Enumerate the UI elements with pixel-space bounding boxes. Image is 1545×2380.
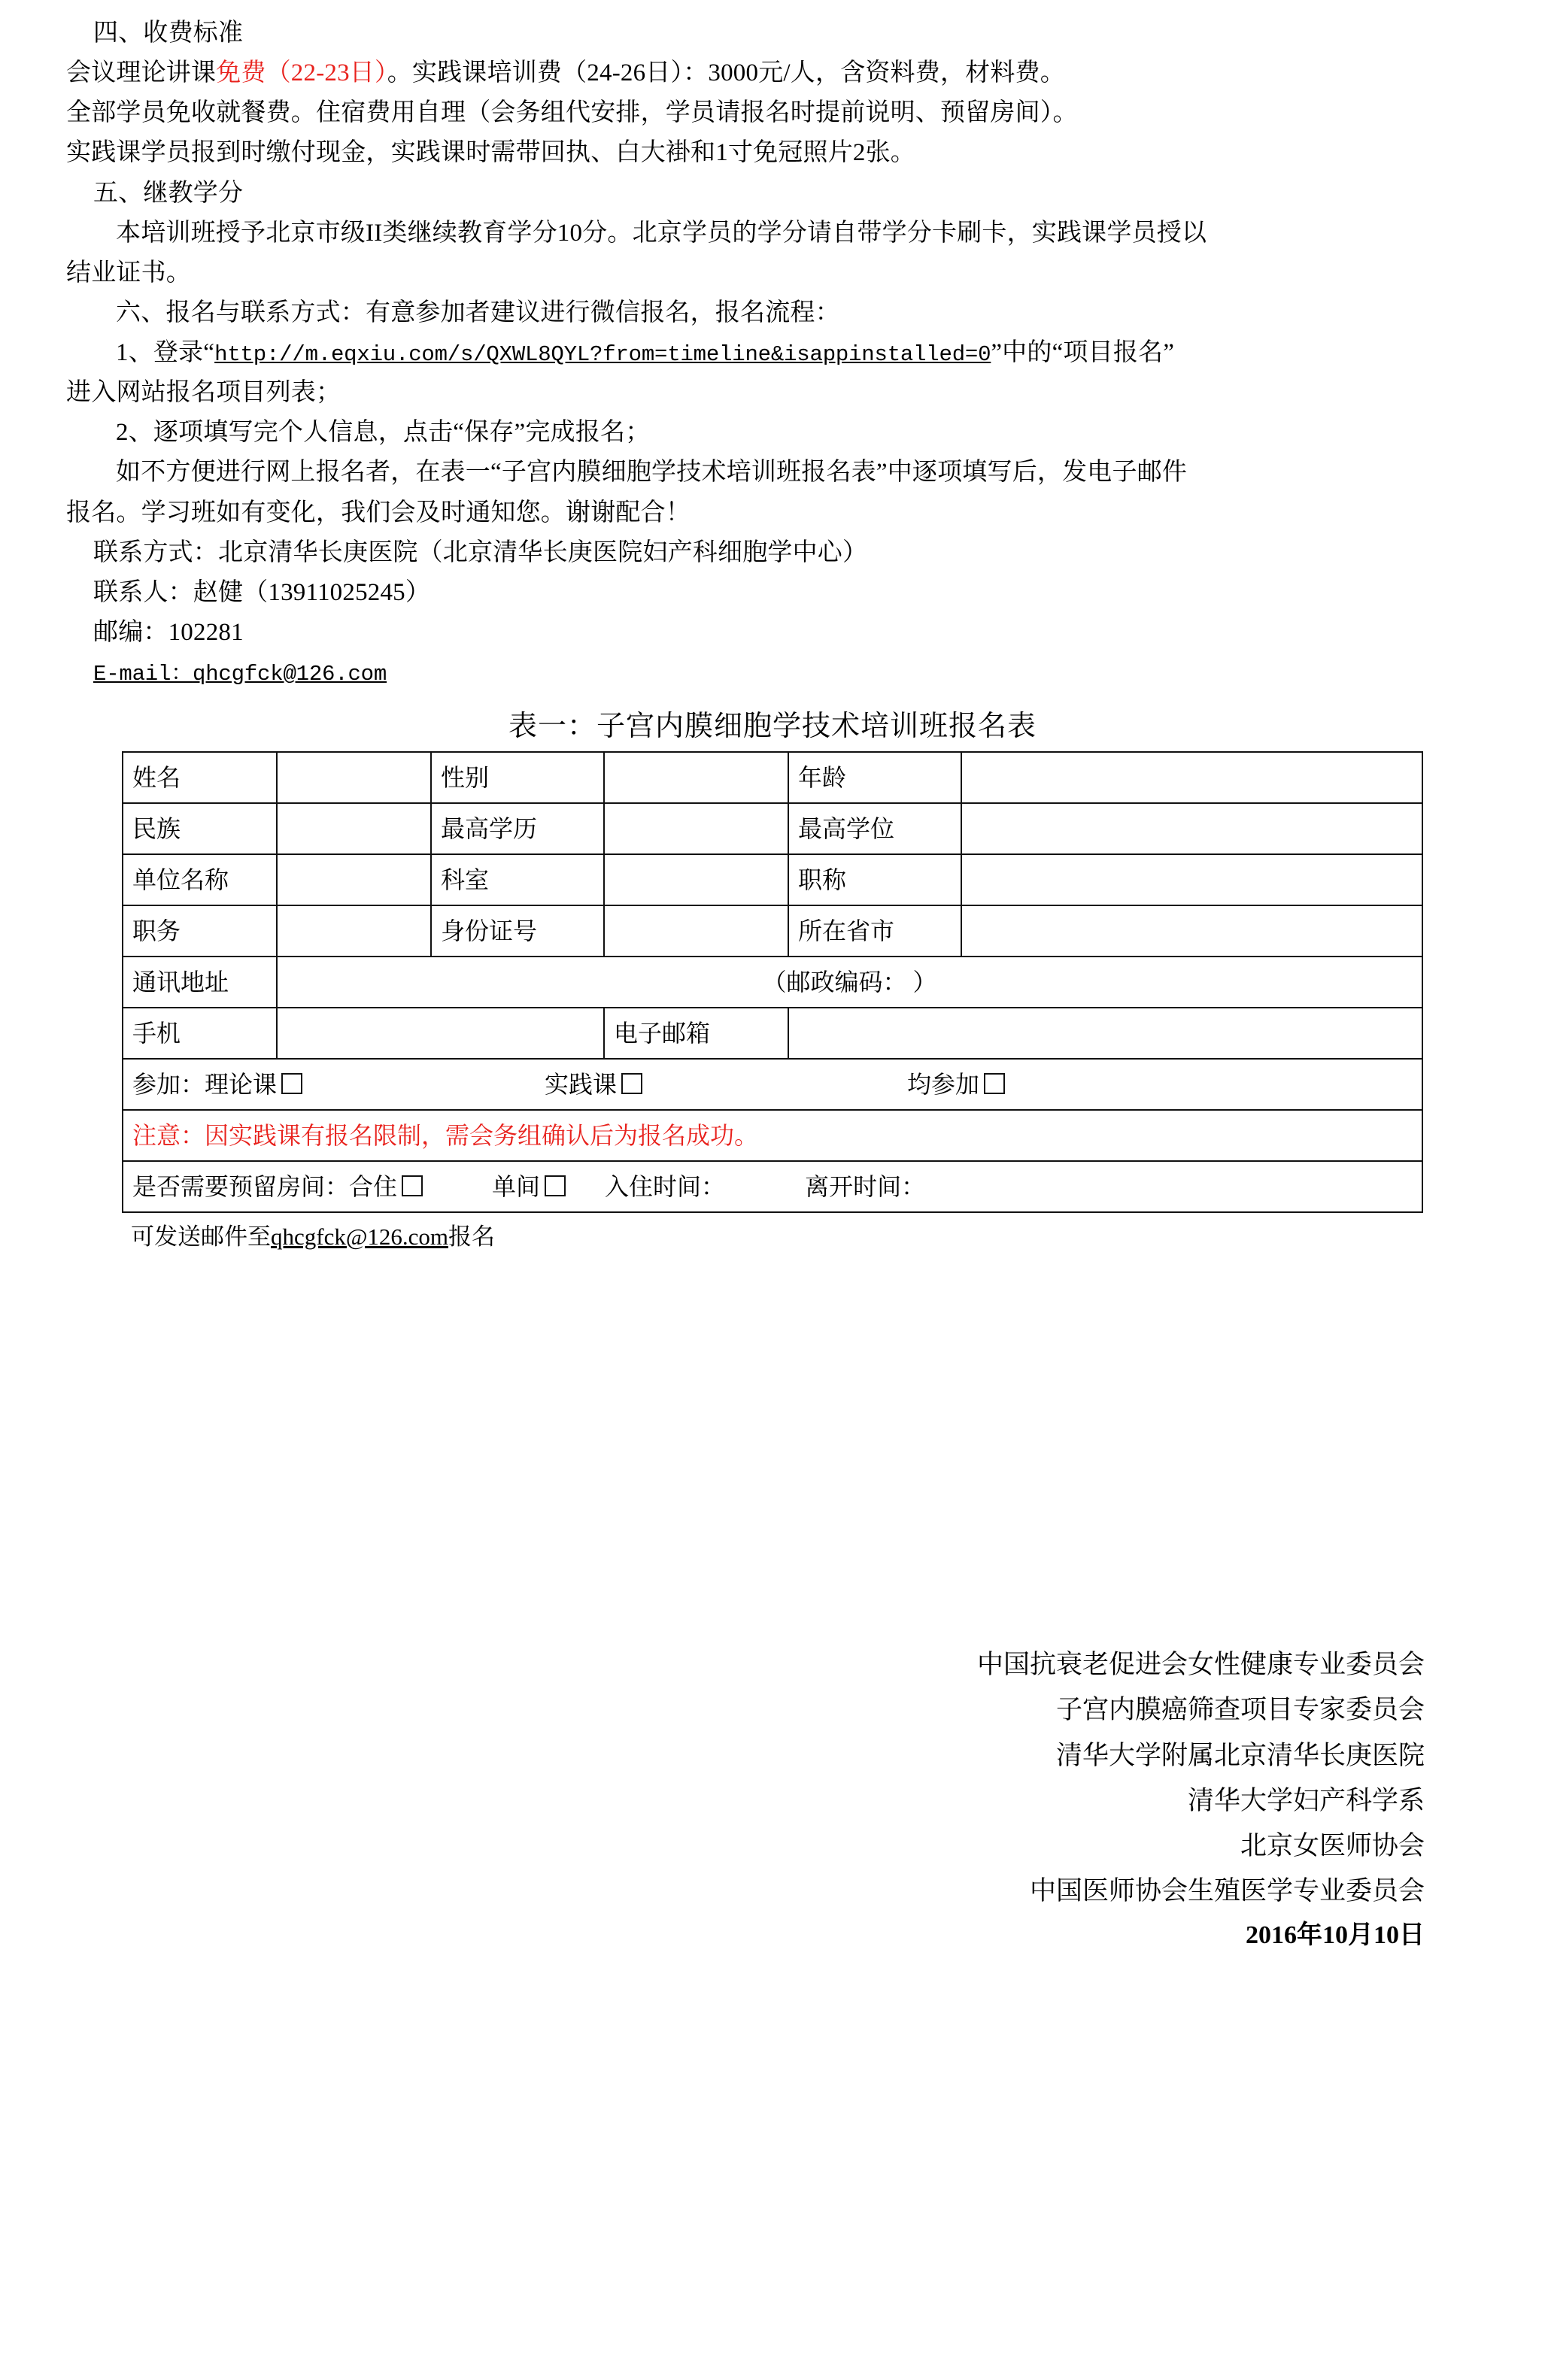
contact-person-text: 联系人：赵健（13911025245） — [93, 578, 431, 606]
table-row — [123, 1110, 1422, 1161]
contact-email-label: E-mail： — [93, 662, 193, 687]
fees-line-2 — [66, 93, 1462, 132]
registration-step-1-post: ”中的“项目报名” — [991, 339, 1175, 366]
registration-alt-line-1-text: 如不方便进行网上报名者，在表一“子宫内膜细胞学技术培训班报名表”中逐项填写后，发电子邮件 — [116, 459, 1188, 487]
attendance-row — [123, 1059, 1422, 1110]
signature-block — [0, 1642, 1545, 1958]
signature-line: 清华大学附属北京清华长庚医院 — [1055, 1740, 1425, 1770]
email-note-address[interactable]: qhcgfck@126.com — [271, 1223, 449, 1251]
registration-alt-line-2-text: 报名。学习班如有变化，我们会及时通知您。谢谢配合！ — [66, 499, 691, 526]
section-heading-fees-text: 四、收费标准 — [93, 20, 244, 47]
field-label-phone: 手机 — [123, 1008, 277, 1059]
field-input-email[interactable] — [788, 1008, 1422, 1059]
registration-step-1-pre: 1、登录“ — [116, 339, 215, 366]
table-row — [123, 854, 1422, 905]
field-input-province-city[interactable] — [961, 905, 1422, 957]
room-reservation-row — [123, 1161, 1422, 1212]
field-label-education: 最高学历 — [431, 803, 604, 854]
field-label-gender: 性别 — [431, 752, 604, 803]
table-row — [123, 803, 1422, 854]
registration-step-2-text: 2、逐项填写完个人信息，点击“保存”完成报名； — [116, 419, 651, 447]
table-row — [123, 1059, 1422, 1110]
table-row — [123, 905, 1422, 957]
room-share-label: 合住 — [349, 1172, 398, 1200]
signature-date: 2016年10月10日 — [1246, 1921, 1425, 1950]
credits-line-1-text: 本培训班授予北京市级II类继续教育学分10分。北京学员的学分请自带学分卡刷卡，实践课学员授以 — [116, 219, 1207, 247]
credits-line-2-text: 结业证书。 — [66, 259, 191, 287]
field-input-phone[interactable] — [277, 1008, 604, 1059]
table-row — [123, 1008, 1422, 1059]
signature-line: 中国抗衰老促进会女性健康专业委员会 — [976, 1650, 1425, 1680]
registration-step-1-cont-text: 进入网站报名项目列表； — [66, 379, 341, 407]
attendance-practice-label: 实践课 — [545, 1070, 618, 1098]
field-label-email: 电子邮箱 — [604, 1008, 788, 1059]
field-input-degree[interactable] — [961, 803, 1422, 854]
fees-line-1-pre: 会议理论讲课 — [66, 59, 217, 87]
contact-organization-text: 联系方式：北京清华长庚医院（北京清华长庚医院妇产科细胞学中心） — [93, 538, 868, 566]
checkbox-both[interactable] — [984, 1073, 1005, 1094]
field-label-province-city: 所在省市 — [788, 905, 961, 957]
field-input-age[interactable] — [961, 752, 1422, 803]
field-input-ethnicity[interactable] — [277, 803, 431, 854]
credits-line-1 — [66, 214, 1462, 253]
field-label-department: 科室 — [431, 854, 604, 905]
registration-step-2 — [66, 413, 1462, 452]
signature-line: 北京女医师协会 — [1240, 1830, 1425, 1860]
email-note-pre: 可发送邮件至 — [131, 1223, 271, 1251]
signature-line: 子宫内膜癌筛查项目专家委员会 — [1055, 1695, 1425, 1725]
field-label-title: 职称 — [788, 854, 961, 905]
field-label-employer: 单位名称 — [123, 854, 277, 905]
section-heading-credits-text: 五、继教学分 — [93, 179, 244, 207]
contact-person — [66, 573, 1462, 612]
section-heading-fees — [66, 14, 1462, 53]
attendance-label: 参加： — [132, 1070, 205, 1098]
email-registration-note — [122, 1217, 1423, 1251]
field-input-position[interactable] — [277, 905, 431, 957]
section-heading-registration-text: 六、报名与联系方式：有意参加者建议进行微信报名，报名流程： — [116, 299, 840, 326]
table-row — [123, 957, 1422, 1008]
field-input-address-zip[interactable]: （邮政编码： ） — [277, 957, 1422, 1008]
fees-line-1-post: 。实践课培训费（24-26日）：3000元/人，含资料费，材料费。 — [387, 59, 1065, 87]
email-note-post: 报名 — [448, 1223, 496, 1251]
checkbox-practice[interactable] — [621, 1073, 642, 1094]
checkbox-shared-room[interactable] — [402, 1175, 423, 1196]
field-input-gender[interactable] — [604, 752, 788, 803]
contact-email — [66, 653, 1462, 692]
signature-line: 中国医师协会生殖医学专业委员会 — [1029, 1876, 1425, 1906]
table-row — [123, 752, 1422, 803]
section-heading-credits — [66, 174, 1462, 213]
contact-postcode — [66, 613, 1462, 652]
fees-line-1-free-highlight: 免费（22-23日） — [216, 59, 387, 87]
field-label-position: 职务 — [123, 905, 277, 957]
checkin-label: 入住时间： — [605, 1172, 726, 1200]
checkout-label: 离开时间： — [805, 1172, 926, 1200]
field-label-degree: 最高学位 — [788, 803, 961, 854]
room-single-label: 单间 — [492, 1172, 541, 1200]
field-input-employer[interactable] — [277, 854, 431, 905]
registration-alt-line-2 — [66, 493, 1462, 532]
contact-organization — [66, 533, 1462, 572]
registration-alt-line-1 — [66, 453, 1462, 492]
checkbox-single-room[interactable] — [545, 1175, 566, 1196]
section-heading-registration — [66, 293, 1462, 332]
fees-line-1 — [66, 53, 1462, 92]
field-label-address: 通讯地址 — [123, 957, 277, 1008]
field-input-department[interactable] — [604, 854, 788, 905]
signature-line: 清华大学妇产科学系 — [1187, 1785, 1425, 1815]
credits-line-2 — [66, 253, 1462, 293]
warning-note: 注意：因实践课有报名限制，需会务组确认后为报名成功。 — [123, 1110, 1422, 1161]
field-input-name[interactable] — [277, 752, 431, 803]
attendance-theory-label: 理论课 — [205, 1070, 278, 1098]
contact-email-value[interactable]: qhcgfck@126.com — [193, 662, 387, 687]
field-input-education[interactable] — [604, 803, 788, 854]
form-title: 表一：子宫内膜细胞学技术培训班报名表 — [508, 711, 1037, 743]
table-row — [123, 1161, 1422, 1212]
checkbox-theory[interactable] — [281, 1073, 302, 1094]
registration-step-1 — [66, 333, 1462, 372]
fees-line-3-text: 实践课学员报到时缴付现金，实践课时需带回执、白大褂和1寸免冠照片2张。 — [66, 139, 915, 167]
fees-line-2-text: 全部学员免收就餐费。住宿费用自理（会务组代安排，学员请报名时提前说明、预留房间）。 — [66, 99, 1078, 127]
attendance-both-label: 均参加 — [907, 1070, 980, 1098]
field-label-name: 姓名 — [123, 752, 277, 803]
field-input-title[interactable] — [961, 854, 1422, 905]
document-body — [0, 0, 1545, 692]
registration-url-link[interactable]: http://m.eqxiu.com/s/QXWL8QYL?from=timeline&isappinstalled=0 — [214, 342, 991, 367]
field-label-age: 年龄 — [788, 752, 961, 803]
field-label-ethnicity: 民族 — [123, 803, 277, 854]
registration-form-table — [122, 751, 1423, 1213]
room-label: 是否需要预留房间： — [132, 1172, 350, 1200]
field-label-id-number: 身份证号 — [431, 905, 604, 957]
fees-line-3 — [66, 133, 1462, 172]
field-input-id-number[interactable] — [604, 905, 788, 957]
registration-step-1-cont — [66, 373, 1462, 412]
contact-postcode-text: 邮编：102281 — [93, 618, 244, 646]
